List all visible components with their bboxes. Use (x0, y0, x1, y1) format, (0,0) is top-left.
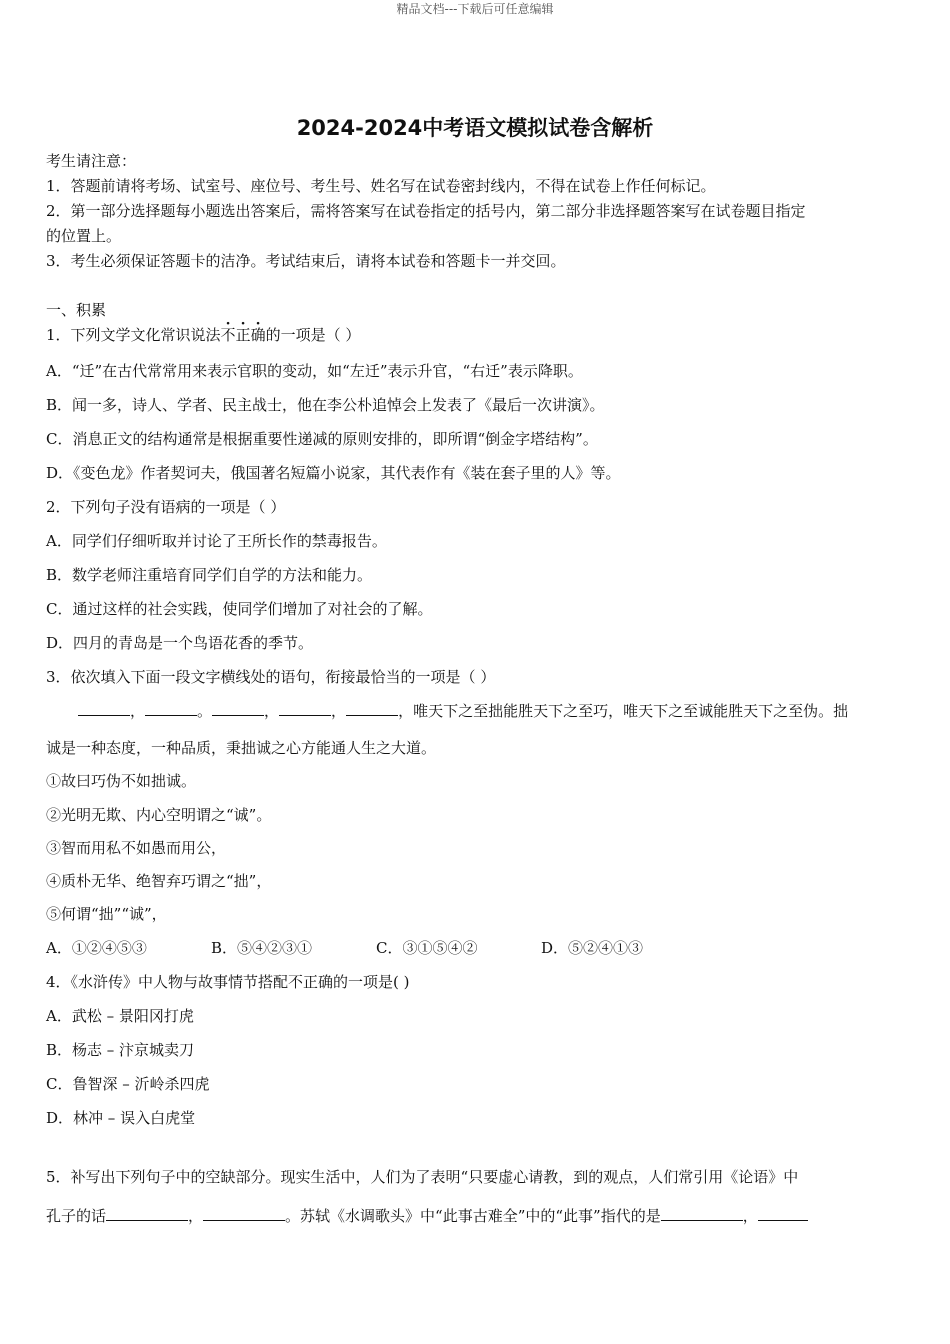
blank-line (106, 1206, 188, 1221)
question-4-stem: 4．《水浒传》中人物与故事情节搭配不正确的一项是( ) (46, 973, 410, 991)
question-3-item: ②光明无欺、内心空明谓之“诚”。 (46, 806, 272, 824)
question-4-option-b: B．杨志 – 汴京城卖刀 (46, 1041, 195, 1059)
stem-text: 1．下列文学文化常识说法 (46, 326, 221, 344)
question-1-option-d: D．《变色龙》作者契诃夫，俄国著名短篇小说家，其代表作有《装在套子里的人》等。 (46, 464, 621, 482)
blank-line (212, 701, 264, 716)
notice-item: 的位置上。 (46, 227, 122, 245)
question-text: 。苏轼《水调歌头》中“此事古难全”中的“此事”指代的是 (285, 1207, 661, 1225)
question-3-passage-line: 诚是一种态度，一种品质，秉拙诚之心方能通人生之大道。 (46, 739, 437, 757)
emphasis-char: 确 (250, 326, 266, 344)
question-3-choice-b: B．⑤④②③① (211, 939, 313, 957)
question-text: 孔子的话 (46, 1207, 107, 1225)
question-2-stem: 2．下列句子没有语病的一项是（ ） (46, 498, 286, 516)
question-4-option-d: D．林冲 – 误入白虎堂 (46, 1109, 196, 1127)
blank-line (661, 1206, 743, 1221)
blank-line (145, 701, 197, 716)
page-title: 2024-2024中考语文模拟试卷含解析 (296, 116, 654, 140)
blank-line (78, 701, 130, 716)
section-heading: 一、积累 (46, 301, 107, 319)
blank-line (346, 701, 398, 716)
question-3-item: ⑤何谓“拙”“诚”， (46, 905, 167, 923)
emphasis-char: 不 (220, 326, 236, 344)
blank-line (758, 1206, 808, 1221)
blank-line (203, 1206, 285, 1221)
notice-item: 1．答题前请将考场、试室号、座位号、考生号、姓名写在试卷密封线内，不得在试卷上作任何标记。 (46, 177, 716, 195)
question-1-option-b: B．闻一多，诗人、学者、民主战士，他在李公朴追悼会上发表了《最后一次讲演》。 (46, 396, 605, 414)
question-text: ， (742, 1207, 758, 1225)
question-3-choice-a: A．①②④⑤③ (46, 939, 147, 957)
question-3-stem: 3．依次填入下面一段文字横线处的语句，衔接最恰当的一项是（ ） (46, 668, 496, 686)
emphasis-char: 正 (235, 326, 251, 344)
notice-heading: 考生请注意： (46, 152, 137, 170)
question-3-item: ③智而用私不如愚而用公， (46, 839, 227, 857)
emphasized-text (221, 326, 266, 344)
page-header-note: 精品文档---下载后可任意编辑 (396, 2, 554, 16)
question-4-option-c: C．鲁智深 – 沂岭杀四虎 (46, 1075, 210, 1093)
notice-item: 3．考生必须保证答题卡的洁净。考试结束后，请将本试卷和答题卡一并交回。 (46, 252, 566, 270)
question-3-item: ①故曰巧伪不如拙诚。 (46, 772, 197, 790)
question-5-line: 5．补写出下列句子中的空缺部分。现实生活中，人们为了表明“只要虚心请教，到的观点，人们常引用《论语》中 (46, 1168, 799, 1186)
question-3-passage-line: ， 。 ， ， ，唯天下之至拙能胜天下之至巧，唯天下之至诚能胜天下之至伪。拙 (78, 701, 848, 721)
notice-item: 2．第一部分选择题每小题选出答案后，需将答案写在试卷指定的括号内，第二部分非选择题答案写在试卷题目指定 (46, 202, 806, 220)
blank-line (279, 701, 331, 716)
passage-text: ，唯天下之至拙能胜天下之至巧，唯天下之至诚能胜天下之至伪。拙 (398, 702, 849, 720)
question-text: ， (188, 1207, 204, 1225)
question-1-option-c: C．消息正文的结构通常是根据重要性递减的原则安排的，即所谓“倒金字塔结构”。 (46, 430, 598, 448)
stem-text: 的一项是（ ） (265, 326, 361, 344)
question-2-option-c: C．通过这样的社会实践，使同学们增加了对社会的了解。 (46, 600, 433, 618)
question-2-option-b: B．数学老师注重培育同学们自学的方法和能力。 (46, 566, 373, 584)
question-2-option-d: D．四月的青岛是一个鸟语花香的季节。 (46, 634, 314, 652)
question-5-line (46, 1206, 808, 1226)
question-3-item: ④质朴无华、绝智弃巧谓之“拙”， (46, 872, 272, 890)
question-2-option-a: A．同学们仔细听取并讨论了王所长作的禁毒报告。 (46, 532, 387, 550)
question-3-choice-c: C．③①⑤④② (376, 939, 478, 957)
question-1-option-a: A．“迁”在古代常常用来表示官职的变动，如“左迁”表示升官，“右迁”表示降职。 (46, 362, 583, 380)
question-3-choice-d: D．⑤②④①③ (541, 939, 644, 957)
question-4-option-a: A．武松 – 景阳冈打虎 (46, 1007, 194, 1025)
question-1-stem (46, 325, 360, 345)
